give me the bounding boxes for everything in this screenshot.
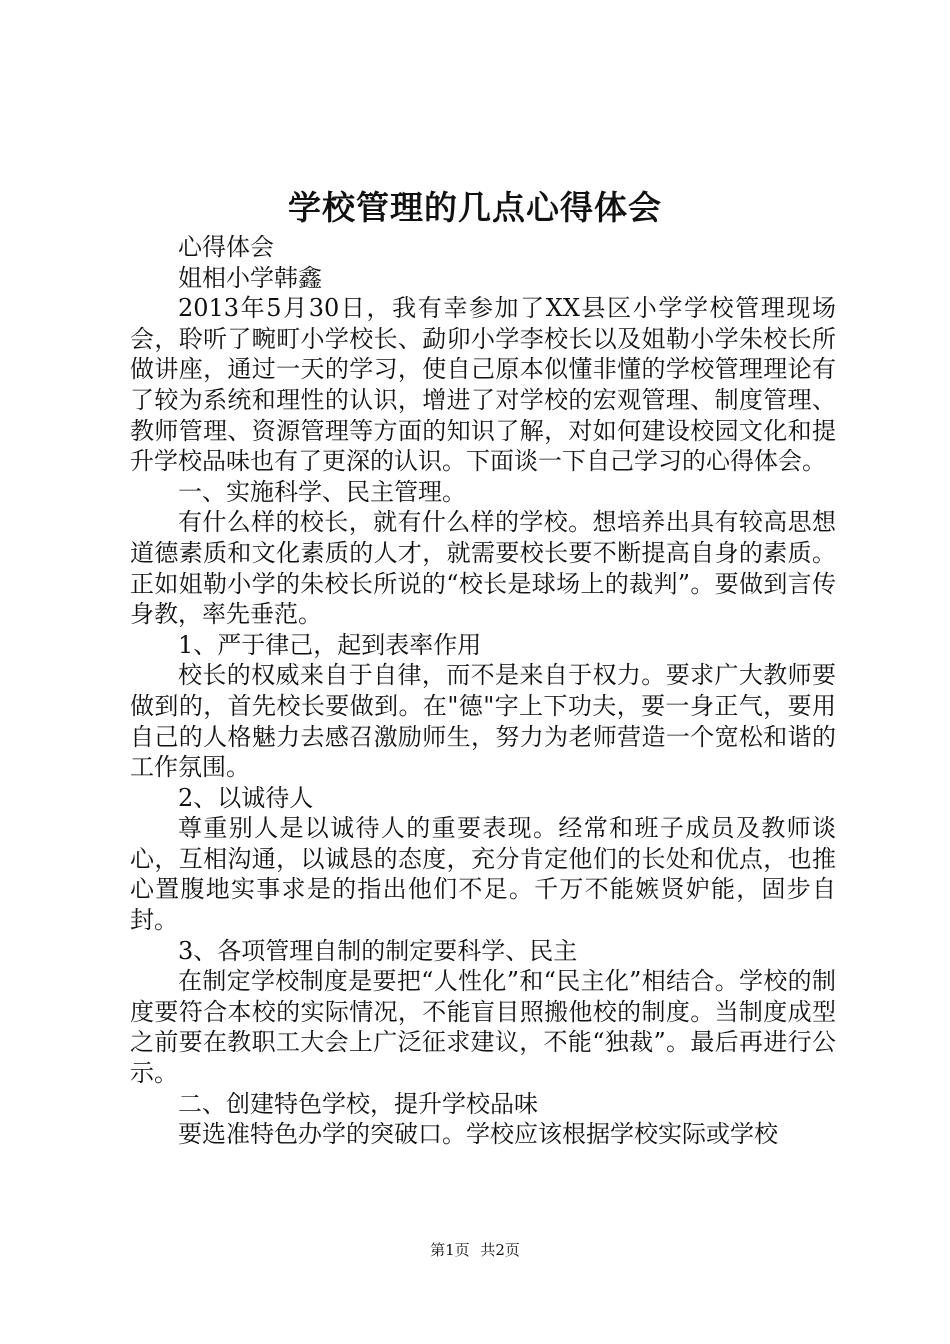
paragraph: 尊重别人是以诚待人的重要表现。经常和班子成员及教师谈心，互相沟通，以诚恳的态度，充分肯定他们的长处和优点，也推心置腹地实事求是的指出他们不足。千万不能嫉贤妒能，固步自封。 [130, 814, 836, 935]
paragraph: 心得体会 [178, 233, 274, 261]
subsection-heading: 3、各项管理自制的制定要科学、民主 [178, 936, 578, 965]
section-heading: 一、实施科学、民主管理。 [178, 477, 466, 506]
subsection-heading: 1、严于律己，起到表率作用 [178, 630, 482, 659]
section-heading: 二、创建特色学校，提升学校品味 [178, 1089, 538, 1118]
paragraph: 在制定学校制度是要把“人性化”和“民主化”相结合。学校的制度要符合本校的实际情况，不能盲目照搬他校的制度。当制度成型之前要在教职工大会上广泛征求建议，不能“独裁”。最后再进行公示。 [130, 967, 836, 1088]
paragraph: 要选准特色办学的突破口。学校应该根据学校实际或学校 [178, 1120, 778, 1149]
page-total: 共2页 [480, 1241, 520, 1259]
page-footer [0, 1240, 950, 1260]
paragraph: 姐相小学韩鑫 [178, 263, 322, 292]
paragraph: 校长的权威来自于自律，而不是来自于权力。要求广大教师要做到的，首先校长要做到。在"德"字上下功夫，要一身正气，要用自己的人格魅力去感召激励师生，努力为老师营造一个宽松和谐的工作氛围。 [130, 661, 836, 782]
page-number: 第1页 [430, 1241, 470, 1259]
document-body [130, 232, 836, 1150]
subsection-heading: 2、以诚待人 [178, 783, 314, 812]
paragraph: 有什么样的校长，就有什么样的学校。想培养出具有较高思想道德素质和文化素质的人才，就需要校长要不断提高自身的素质。正如姐勒小学的朱校长所说的“校长是球场上的裁判”。要做到言传身教，率先垂范。 [130, 508, 836, 629]
document-title: 学校管理的几点心得体会 [288, 188, 662, 227]
paragraph: 2013年5月30日，我有幸参加了XX县区小学学校管理现场会，聆听了畹町小学校长、勐卯小学李校长以及姐勒小学朱校长所做讲座，通过一天的学习，使自己原本似懂非懂的学校管理理论有了较为系统和理性的认识，增进了对学校的宏观管理、制度管理、教师管理、资源管理等方面的知识了解，对如何建设校园文化和提升学校品味也有了更深的认识。下面谈一下自己学习的心得体会。 [130, 294, 836, 476]
